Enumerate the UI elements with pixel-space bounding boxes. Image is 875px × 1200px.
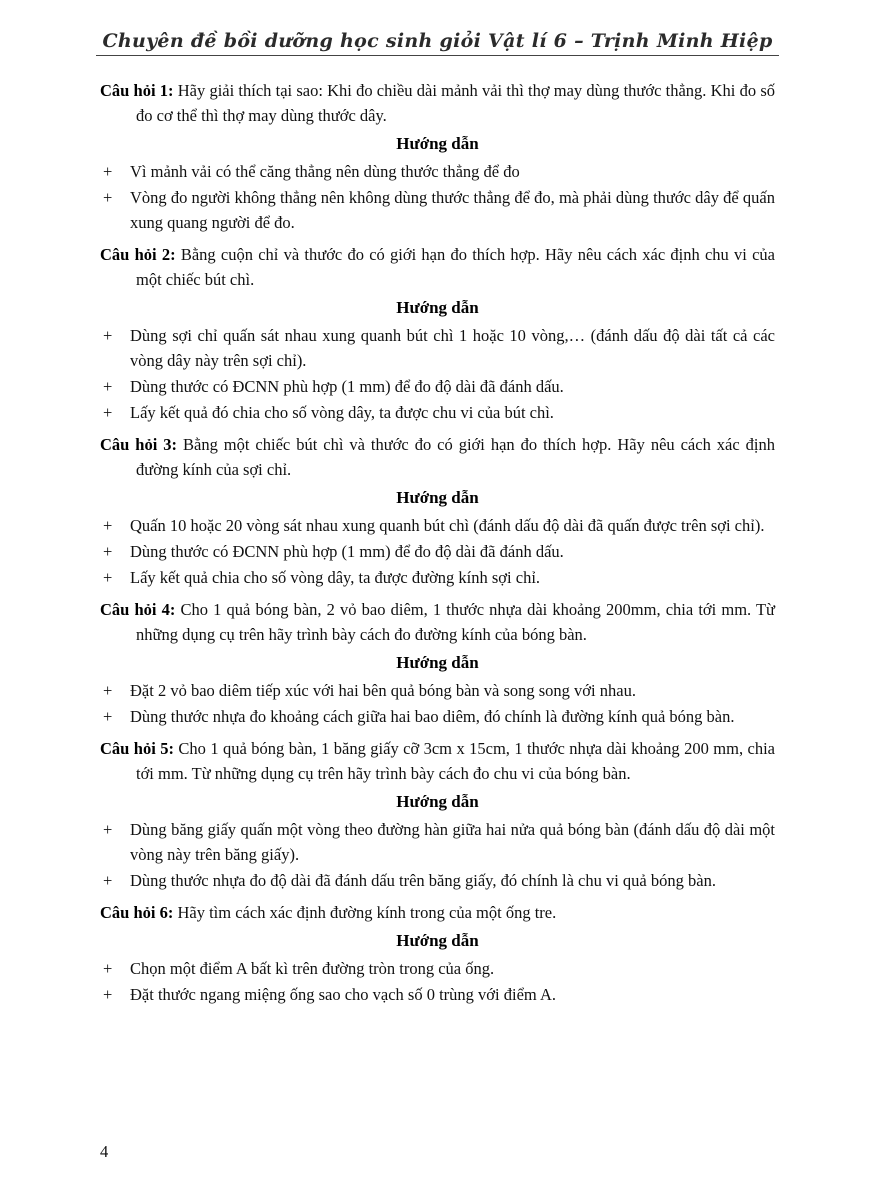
guidance-heading: Hướng dẫn xyxy=(396,653,479,672)
question-paragraph xyxy=(100,432,775,482)
bullet-item xyxy=(100,982,775,1007)
question-label: Câu hỏi 1: xyxy=(100,81,174,100)
bullet-list xyxy=(100,513,775,590)
bullet-text: Dùng băng giấy quấn một vòng theo đường hàn giữa hai nửa quả bóng bàn (đánh dấu độ dài một vòng này trên băng giấy). xyxy=(130,820,775,864)
question-label: Câu hỏi 4: xyxy=(100,600,176,619)
bullet-text: Vòng đo người không thẳng nên không dùng thước thẳng để đo, mà phải dùng thước dây để quấn xung quang người để đo. xyxy=(130,188,775,232)
page-header xyxy=(0,0,875,56)
bullet-list xyxy=(100,956,775,1007)
bullet-text: Đặt thước ngang miệng ống sao cho vạch số 0 trùng với điểm A. xyxy=(130,985,556,1004)
plus-marker: + xyxy=(103,871,113,890)
bullet-text: Lấy kết quả chia cho số vòng dây, ta được đường kính sợi chỉ. xyxy=(130,568,541,587)
bullet-item xyxy=(100,678,775,703)
plus-marker: + xyxy=(103,162,113,181)
plus-marker: + xyxy=(103,188,113,207)
bullet-text: Quấn 10 hoặc 20 vòng sát nhau xung quanh bút chì (đánh dấu độ dài đã quấn được trên sợi chỉ). xyxy=(130,516,765,535)
plus-marker: + xyxy=(103,377,113,396)
question-section xyxy=(100,900,775,1007)
bullet-item xyxy=(100,539,775,564)
bullet-item xyxy=(100,704,775,729)
plus-marker: + xyxy=(103,516,113,535)
plus-marker: + xyxy=(103,681,113,700)
plus-marker: + xyxy=(103,568,113,587)
bullet-text: Dùng thước nhựa đo khoảng cách giữa hai bao diêm, đó chính là đường kính quả bóng bàn. xyxy=(130,707,735,726)
guidance-heading: Hướng dẫn xyxy=(396,931,479,950)
question-text: Bằng một chiếc bút chì và thước đo có giới hạn đo thích hợp. Hãy nêu cách xác định đường kính của sợi chỉ. xyxy=(136,435,775,479)
question-label: Câu hỏi 2: xyxy=(100,245,176,264)
bullet-item xyxy=(100,185,775,235)
question-label: Câu hỏi 6: xyxy=(100,903,174,922)
bullet-item xyxy=(100,817,775,867)
guidance-heading: Hướng dẫn xyxy=(396,792,479,811)
bullet-text: Đặt 2 vỏ bao diêm tiếp xúc với hai bên quả bóng bàn và song song với nhau. xyxy=(130,681,636,700)
bullet-item xyxy=(100,956,775,981)
bullet-text: Dùng thước nhựa đo độ dài đã đánh dấu trên băng giấy, đó chính là chu vi quả bóng bàn. xyxy=(130,871,716,890)
question-paragraph xyxy=(100,242,775,292)
question-text: Bằng cuộn chỉ và thước đo có giới hạn đo thích hợp. Hãy nêu cách xác định chu vi của một chiếc bút chì. xyxy=(136,245,775,289)
question-label: Câu hỏi 5: xyxy=(100,739,174,758)
page-footer xyxy=(100,1142,108,1162)
guidance-heading: Hướng dẫn xyxy=(396,298,479,317)
plus-marker: + xyxy=(103,403,113,422)
bullet-list xyxy=(100,159,775,235)
plus-marker: + xyxy=(103,326,113,345)
bullet-text: Chọn một điểm A bất kì trên đường tròn trong của ống. xyxy=(130,959,495,978)
bullet-list xyxy=(100,678,775,729)
bullet-text: Dùng thước có ĐCNN phù hợp (1 mm) để đo độ dài đã đánh dấu. xyxy=(130,542,564,561)
question-text: Cho 1 quả bóng bàn, 1 băng giấy cỡ 3cm x 15cm, 1 thước nhựa dài khoảng 200 mm, chia tới mm. Từ những dụng cụ trên hãy trình bày cách đo chu vi của bóng bàn. xyxy=(136,739,775,783)
question-text: Hãy giải thích tại sao: Khi đo chiều dài mảnh vải thì thợ may dùng thước thẳng. Khi đo số đo cơ thể thì thợ may dùng thước dây. xyxy=(136,81,775,125)
plus-marker: + xyxy=(103,985,113,1004)
question-section xyxy=(100,78,775,235)
guidance-heading: Hướng dẫn xyxy=(396,134,479,153)
question-section xyxy=(100,597,775,729)
bullet-item xyxy=(100,374,775,399)
question-section xyxy=(100,242,775,425)
plus-marker: + xyxy=(103,542,113,561)
document-body xyxy=(100,78,775,1007)
question-paragraph xyxy=(100,78,775,128)
plus-marker: + xyxy=(103,959,113,978)
question-paragraph xyxy=(100,736,775,786)
bullet-item xyxy=(100,868,775,893)
question-section xyxy=(100,432,775,590)
bullet-list xyxy=(100,817,775,893)
bullet-text: Lấy kết quả đó chia cho số vòng dây, ta được chu vi của bút chì. xyxy=(130,403,554,422)
plus-marker: + xyxy=(103,707,113,726)
question-text: Hãy tìm cách xác định đường kính trong của một ống tre. xyxy=(177,903,557,922)
question-section xyxy=(100,736,775,893)
question-label: Câu hỏi 3: xyxy=(100,435,178,454)
bullet-item xyxy=(100,159,775,184)
bullet-list xyxy=(100,323,775,425)
question-paragraph xyxy=(100,597,775,647)
bullet-item xyxy=(100,400,775,425)
question-paragraph xyxy=(100,900,775,925)
bullet-item xyxy=(100,323,775,373)
page-number: 4 xyxy=(100,1142,109,1161)
bullet-text: Vì mảnh vải có thể căng thẳng nên dùng thước thẳng để đo xyxy=(130,162,520,181)
bullet-text: Dùng thước có ĐCNN phù hợp (1 mm) để đo độ dài đã đánh dấu. xyxy=(130,377,564,396)
bullet-item xyxy=(100,565,775,590)
bullet-item xyxy=(100,513,775,538)
plus-marker: + xyxy=(103,820,113,839)
guidance-heading: Hướng dẫn xyxy=(396,488,479,507)
question-text: Cho 1 quả bóng bàn, 2 vỏ bao diêm, 1 thước nhựa dài khoảng 200mm, chia tới mm. Từ những dụng cụ trên hãy trình bày cách đo đường kính của bóng bàn. xyxy=(136,600,776,644)
bullet-text: Dùng sợi chỉ quấn sát nhau xung quanh bút chì 1 hoặc 10 vòng,… (đánh dấu độ dài tất cả các vòng dây này trên sợi chỉ). xyxy=(130,326,775,370)
header-title: Chuyên đề bồi dưỡng học sinh giỏi Vật lí 6 – Trịnh Minh Hiệp xyxy=(96,30,778,56)
